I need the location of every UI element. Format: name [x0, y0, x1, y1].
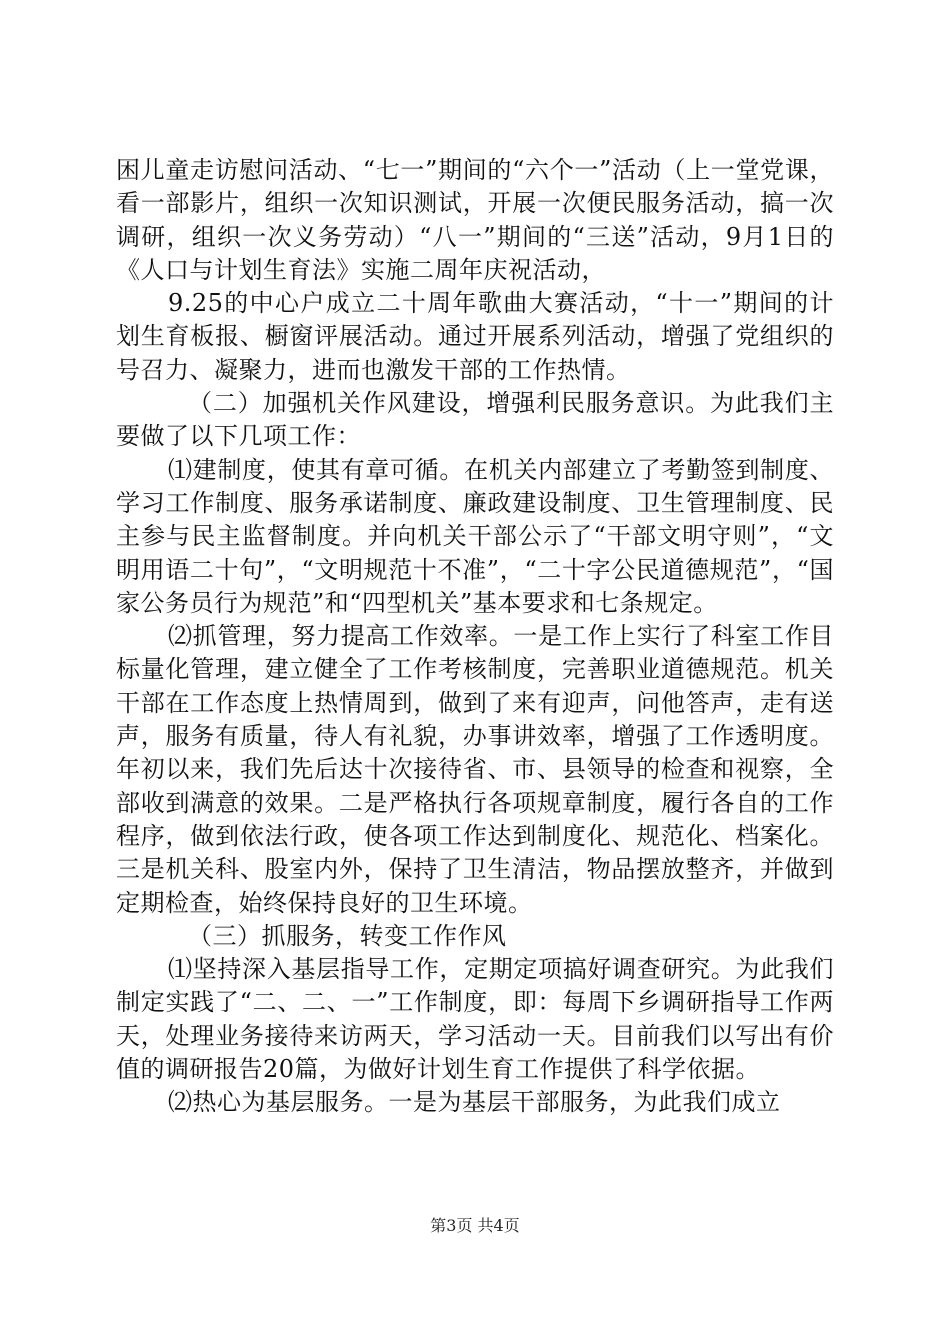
paragraph-grassroots-guidance: ⑴坚持深入基层指导工作，定期定项搞好调查研究。为此我们制定实践了“二、二、一”工作制度，即：每周下乡调研指导工作两天，处理业务接待来访两天，学习活动一天。目前我们以写出有价值的调研报告20篇，为做好计划生育工作提供了科学依据。	[116, 955, 834, 1084]
section-heading-3: （三）抓服务，转变工作作风	[188, 921, 507, 950]
section-heading-2: （二）加强机关作风建设，增强利民服务意识。为此我们主要做了以下几项工作：	[116, 389, 834, 451]
paragraph-song-contest: 9.25的中心户成立二十周年歌曲大赛活动，“十一”期间的计划生育板报、橱窗评展活动。通过开展系列活动，增强了党组织的号召力、凝聚力，进而也激发干部的工作热情。	[116, 289, 834, 384]
body-text	[116, 154, 834, 1120]
page-footer: 第3页 共4页	[430, 1216, 520, 1235]
paragraph-continued-activities: 困儿童走访慰问活动、“七一”期间的“六个一”活动（上一堂党课，看一部影片，组织一次知识测试，开展一次便民服务活动，搞一次调研，组织一次义务劳动）“八一”期间的“三送”活动，9月1日的《人口与计划生育法》实施二周年庆祝活动，	[116, 156, 834, 284]
paragraph-build-system: ⑴建制度，使其有章可循。在机关内部建立了考勤签到制度、学习工作制度、服务承诺制度、廉政建设制度、卫生管理制度、民主参与民主监督制度。并向机关干部公示了“干部文明守则”，“文明用语二十句”，“文明规范十不准”，“二十字公民道德规范”，“国家公务员行为规范”和“四型机关”基本要求和七条规定。	[116, 455, 834, 617]
paragraph-management: ⑵抓管理，努力提高工作效率。一是工作上实行了科室工作目标量化管理，建立健全了工作考核制度，完善职业道德规范。机关干部在工作态度上热情周到，做到了来有迎声，问他答声，走有送声，服务有质量，待人有礼貌，办事讲效率，增强了工作透明度。年初以来，我们先后达十次接待省、市、县领导的检查和视察，全部收到满意的效果。二是严格执行各项规章制度，履行各自的工作程序，做到依法行政，使各项工作达到制度化、规范化、档案化。三是机关科、股室内外，保持了卫生清洁，物品摆放整齐，并做到定期检查，始终保持良好的卫生环境。	[116, 622, 834, 917]
paragraph-grassroots-service: ⑵热心为基层服务。一是为基层干部服务，为此我们成立	[168, 1088, 781, 1117]
